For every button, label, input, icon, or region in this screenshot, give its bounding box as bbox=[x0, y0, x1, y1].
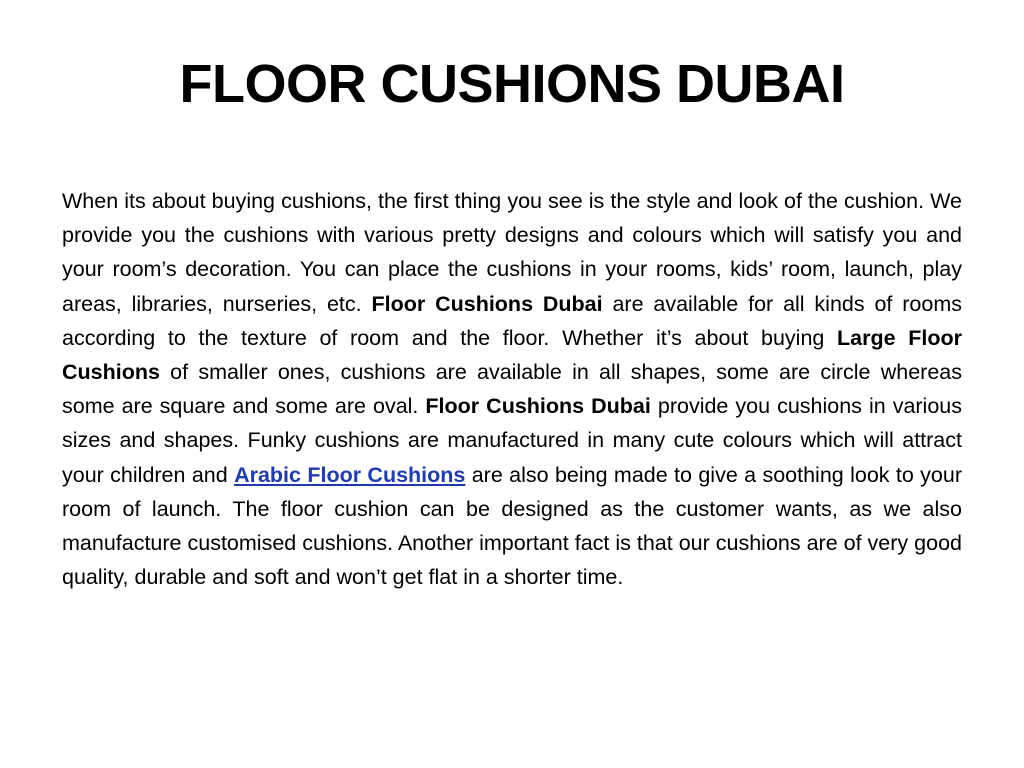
body-paragraph bbox=[62, 184, 962, 594]
keyword-floor-cushions-dubai: Floor Cushions Dubai bbox=[371, 291, 603, 316]
keyword-floor-cushions-dubai: Floor Cushions Dubai bbox=[425, 394, 651, 419]
text-segment: are available for all kinds of rooms according to the texture of room and the floor. Whether it’s about buying bbox=[62, 291, 962, 350]
text-segment: of smaller ones, cushions are available in all shapes, some are circle whereas some are square and some are oval. bbox=[62, 360, 962, 419]
text-segment: When its about buying cushions, the first thing you see is the style and look of the cushion. We provide you the cushions with various pretty designs and colours which will satisfy you and your room’s decoration. You can place the cushions in your rooms, kids’ room, launch, play areas, libraries, nurseries, etc. bbox=[62, 189, 962, 316]
text-segment: are also being made to give a soothing look to your room of launch. The floor cushion can be designed as the customer wants, as we also manufacture customised cushions. Another important fact is that our cushions are of very good quality, durable and soft and won’t get flat in a shorter time. bbox=[62, 462, 962, 590]
text-segment: provide you cushions in various sizes and shapes. Funky cushions are manufactured in many cute colours which will attract your children and bbox=[62, 394, 962, 487]
page-title: FLOOR CUSHIONS DUBAI bbox=[179, 54, 845, 114]
arabic-floor-cushions-link[interactable]: Arabic Floor Cushions bbox=[234, 462, 466, 487]
keyword-large-floor-cushions: Large Floor Cushions bbox=[62, 325, 963, 385]
